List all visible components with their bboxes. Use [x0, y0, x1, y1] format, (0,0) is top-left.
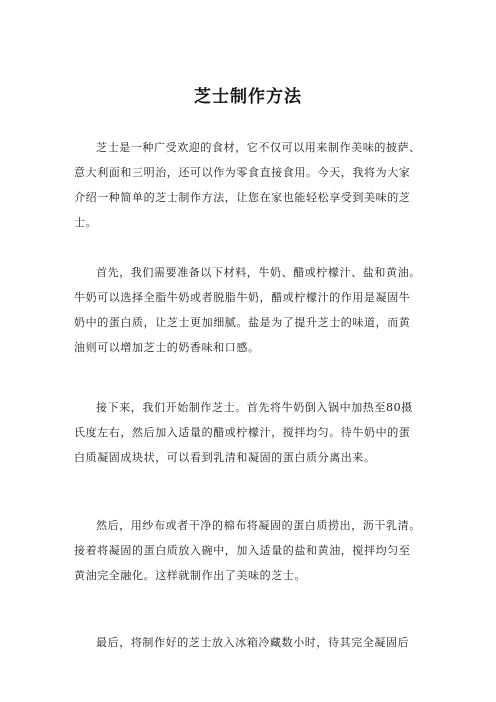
paragraph-line: 最后，将制作好的芝士放入冰箱冷藏数小时，待其完全凝固后	[96, 636, 410, 649]
paragraph-line: 白质凝固成块状，可以看到乳清和凝固的蛋白质分离出来。	[74, 451, 376, 464]
paragraph-straining	[74, 513, 434, 588]
paragraph-chilling	[74, 630, 434, 655]
paragraph-line: 介绍一种简单的芝士制作方法，让您在家也能轻松享受到美味的芝	[74, 191, 411, 204]
paragraph-line: 然后，用纱布或者干净的棉布将凝固的蛋白质捞出，沥干乳清。	[96, 519, 421, 532]
paragraph-line: 芝士是一种广受欢迎的食材，它不仅可以用来制作美味的披萨、	[96, 141, 421, 154]
paragraph-line: 首先，我们需要准备以下材料，牛奶、醋或柠檬汁、盐和黄油。	[96, 266, 421, 279]
document-title: 芝士制作方法	[194, 87, 302, 107]
paragraph-heating	[74, 395, 434, 470]
paragraph-line: 接下来，我们开始制作芝士。首先将牛奶倒入锅中加热至80摄	[96, 401, 413, 414]
paragraph-line: 氏度左右，然后加入适量的醋或柠檬汁，搅拌均匀。待牛奶中的蛋	[74, 426, 411, 439]
paragraph-line: 奶中的蛋白质，让芝士更加细腻。盐是为了提升芝士的味道，而黄	[74, 316, 411, 329]
paragraph-line: 士。	[74, 216, 98, 229]
paragraph-line: 黄油完全融化。这样就制作出了美味的芝士。	[74, 569, 306, 582]
paragraph-line: 牛奶可以选择全脂牛奶或者脱脂牛奶，醋或柠檬汁的作用是凝固牛	[74, 291, 411, 304]
paragraph-line: 油则可以增加芝士的奶香味和口感。	[74, 341, 260, 354]
paragraph-intro	[74, 135, 434, 235]
paragraph-line: 接着将凝固的蛋白质放入碗中，加入适量的盐和黄油，搅拌均匀至	[74, 544, 411, 557]
paragraph-ingredients	[74, 260, 434, 360]
paragraph-line: 意大利面和三明治，还可以作为零食直接食用。今天，我将为大家	[74, 166, 411, 179]
